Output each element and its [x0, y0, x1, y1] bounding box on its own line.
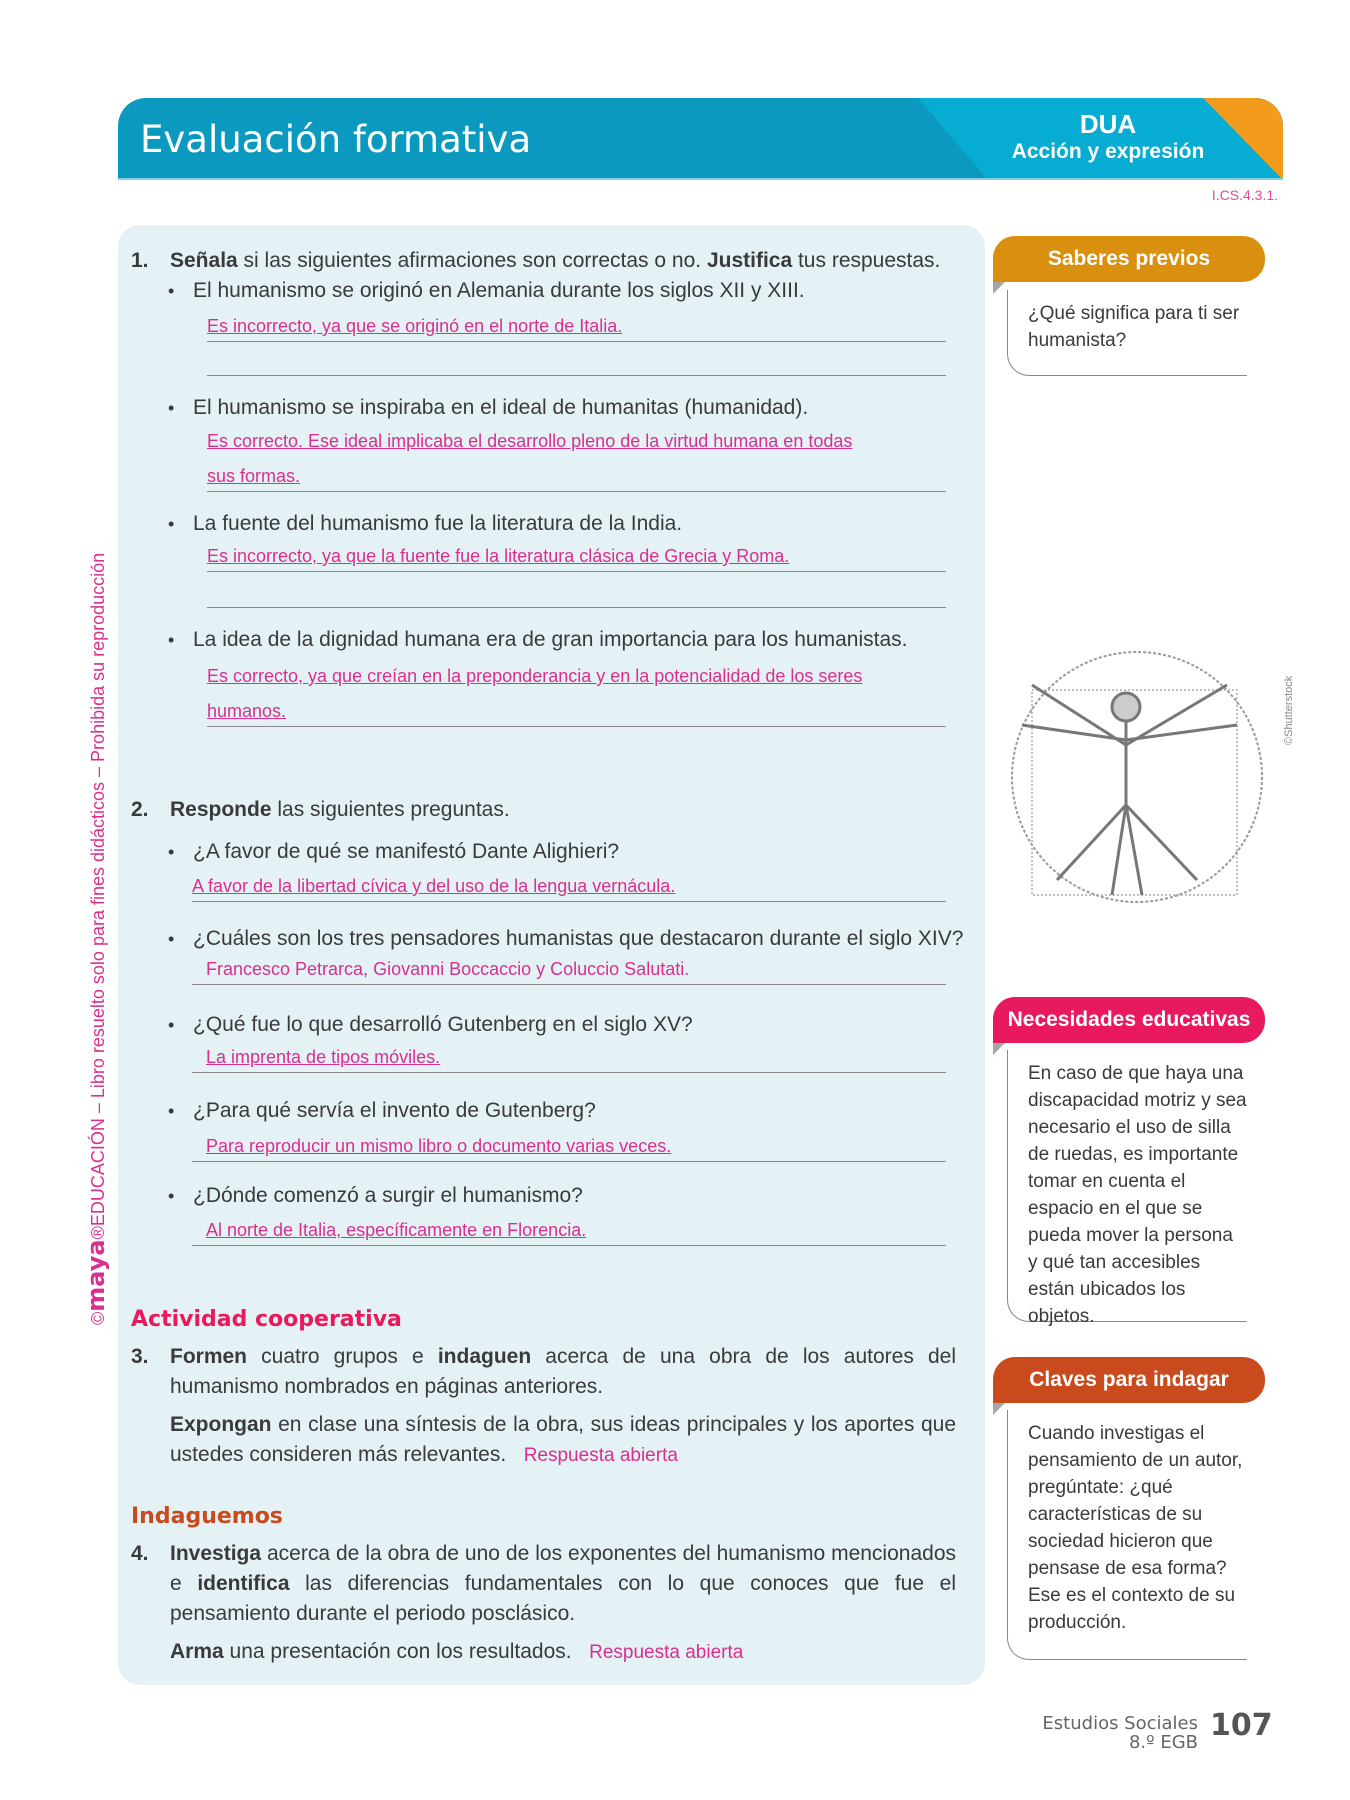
- answer-line[interactable]: Francesco Petrarca, Giovanni Boccaccio y Coluccio Salutati.: [192, 959, 946, 985]
- copyright-vertical: ©maya®EDUCACIÓN – Libro resuelto solo para fines didácticos – Prohibida su reproducción: [82, 552, 110, 1325]
- cooperative-heading: Actividad cooperativa: [131, 1307, 402, 1332]
- blank-line[interactable]: [207, 374, 946, 376]
- section-header: [118, 98, 1283, 180]
- footer-subject: Estudios Sociales 8.º EGB: [1042, 1713, 1198, 1753]
- answer-line[interactable]: Es correcto, ya que creían en la preponderancia y en la potencialidad de los seres: [207, 666, 863, 686]
- answer-line[interactable]: Es incorrecto, ya que la fuente fue la literatura clásica de Grecia y Roma.: [207, 546, 946, 572]
- q4-text: Investiga acerca de la obra de uno de los exponentes del humanismo mencionados e identifica las diferencias fundamentales con lo que conoces que fue el pensamiento durante el periodo posclásico.: [170, 1542, 956, 1625]
- question: ¿Qué fue lo que desarrolló Gutenberg en el siglo XV?: [193, 1013, 693, 1036]
- answer-line[interactable]: Es incorrecto, ya que se originó en el norte de Italia.: [207, 316, 946, 342]
- q4-text-2: Arma una presentación con los resultados. Respuesta abierta: [170, 1640, 744, 1663]
- answer-line[interactable]: Es correcto. Ese ideal implicaba el desarrollo pleno de la virtud humana en todas: [207, 431, 853, 451]
- statement: La fuente del humanismo fue la literatura de la India.: [193, 512, 683, 535]
- saberes-previos-header: Saberes previos: [993, 236, 1265, 282]
- necesidades-text: En caso de que haya una discapacidad motriz y sea necesario el uso de silla de ruedas, es importante tomar en cuenta el espacio en el que se pueda mover la persona y qué tan accesibles están ubicados los objetos.: [1007, 1050, 1247, 1322]
- page-number: 107: [1210, 1708, 1273, 1743]
- blank-line[interactable]: [207, 606, 946, 608]
- question: ¿A favor de qué se manifestó Dante Alighieri?: [193, 840, 620, 863]
- open-answer: Respuesta abierta: [523, 1445, 678, 1466]
- q4-number: 4.: [131, 1542, 149, 1565]
- saberes-previos-text: ¿Qué significa para ti ser humanista?: [1007, 290, 1247, 376]
- indicator-code: I.CS.4.3.1.: [1211, 187, 1278, 203]
- question: ¿Dónde comenzó a surgir el humanismo?: [193, 1184, 583, 1207]
- answer-line[interactable]: Al norte de Italia, específicamente en Florencia.: [192, 1220, 946, 1246]
- q2-number: 2.: [131, 798, 149, 821]
- inquiry-heading: Indaguemos: [131, 1504, 283, 1529]
- q2-instruction: Responde las siguientes preguntas.: [170, 798, 510, 821]
- statement: El humanismo se originó en Alemania durante los siglos XII y XIII.: [193, 279, 805, 302]
- answer-line[interactable]: A favor de la libertad cívica y del uso de la lengua vernácula.: [192, 876, 946, 902]
- page-title: Evaluación formativa: [140, 118, 532, 161]
- claves-header: Claves para indagar: [993, 1357, 1265, 1403]
- answer-line[interactable]: Para reproducir un mismo libro o documento varias veces.: [192, 1136, 946, 1162]
- q1-instruction: Señala si las siguientes afirmaciones son correctas o no. Justifica tus respuestas.: [170, 249, 941, 272]
- q3-text-2: Expongan en clase una síntesis de la obra, sus ideas principales y los aportes que ustedes consideren más relevantes. Respuesta abierta: [170, 1413, 956, 1466]
- claves-text: Cuando investigas el pensamiento de un autor, pregúntate: ¿qué características de su sociedad hicieron que pensase de esa forma? Ese es el contexto de su producción.: [1007, 1410, 1247, 1660]
- answer-line[interactable]: humanos.: [207, 701, 946, 727]
- photo-credit: ©Shutterstock: [1283, 675, 1295, 745]
- q3-number: 3.: [131, 1345, 149, 1368]
- open-answer: Respuesta abierta: [589, 1642, 744, 1663]
- dua-subtitle: Acción y expresión: [1011, 140, 1205, 163]
- answer-line[interactable]: La imprenta de tipos móviles.: [192, 1047, 946, 1073]
- statement: El humanismo se inspiraba en el ideal de humanitas (humanidad).: [193, 396, 809, 419]
- necesidades-header: Necesidades educativas: [993, 997, 1265, 1043]
- question: ¿Cuáles son los tres pensadores humanistas que destacaron durante el siglo XIV?: [193, 927, 964, 950]
- dua-label: DUA: [1079, 109, 1137, 139]
- statement: La idea de la dignidad humana era de gran importancia para los humanistas.: [193, 628, 908, 651]
- q3-text: Formen cuatro grupos e indaguen acerca de una obra de los autores del humanismo nombrados en páginas anteriores.: [170, 1345, 957, 1398]
- vitruvian-man-image: [1002, 645, 1272, 910]
- answer-line[interactable]: sus formas.: [207, 466, 946, 492]
- q1-number: 1.: [131, 249, 149, 272]
- question: ¿Para qué servía el invento de Gutenberg?: [193, 1099, 596, 1122]
